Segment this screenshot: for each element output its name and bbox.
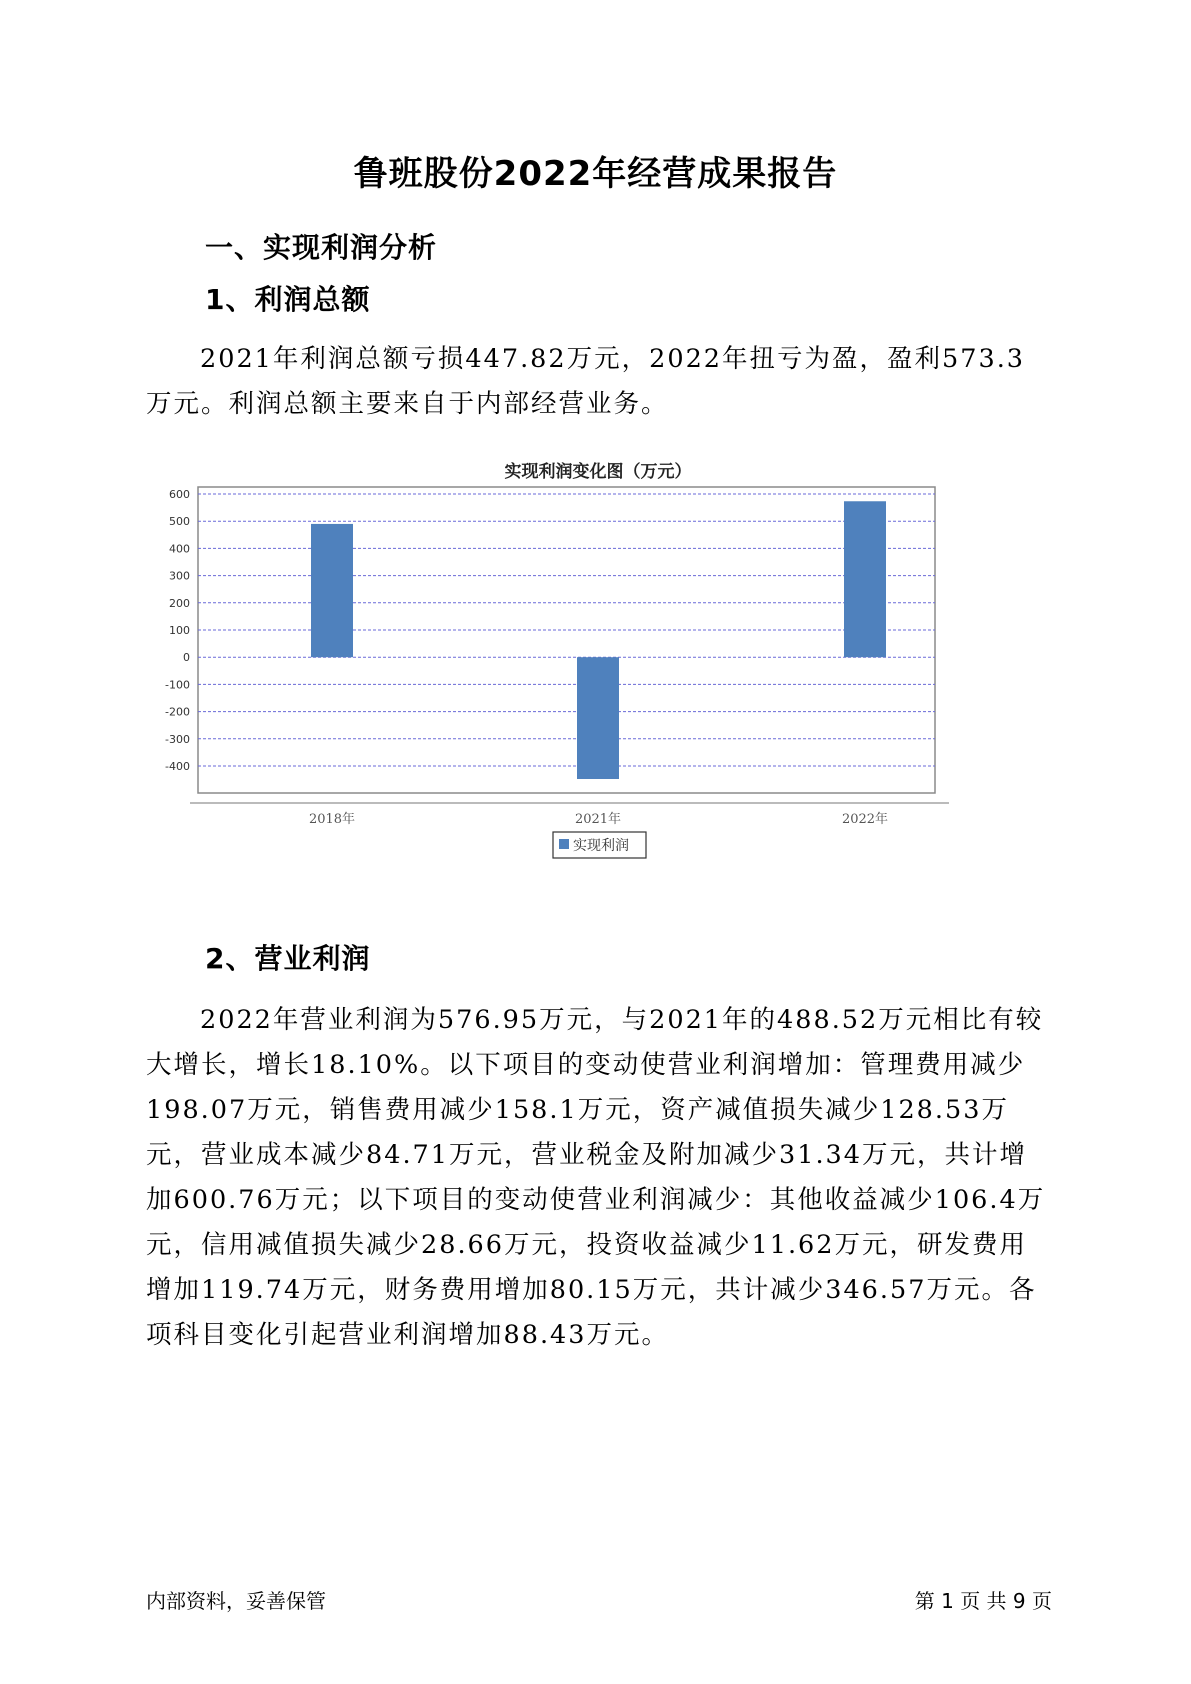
x-tick-label: 2022年 — [841, 812, 889, 827]
profit-bar-chart — [160, 455, 1030, 905]
x-tick-label: 2021年 — [574, 812, 622, 827]
bar-1 — [311, 524, 353, 657]
y-tick-label: -300 — [165, 732, 190, 746]
chart-title: 实现利润变化图（万元） — [504, 462, 692, 482]
footer-confidential-note: 内部资料，妥善保管 — [146, 1589, 326, 1613]
y-tick-label: 500 — [169, 515, 190, 529]
section-heading-profit-analysis: 一、实现利润分析 — [205, 231, 438, 264]
bar-3 — [844, 501, 886, 657]
legend-swatch — [559, 839, 569, 849]
legend-label: 实现利润 — [573, 838, 629, 854]
y-tick-label: 100 — [169, 624, 190, 637]
plot-frame — [198, 487, 935, 793]
subheading-operating-profit: 2、营业利润 — [205, 942, 371, 975]
paragraph-total-profit: 2021年利润总额亏损447.82万元，2022年扭亏为盈，盈利573.3万元。利润总额主要来自于内部经营业务。 — [146, 344, 1026, 419]
y-tick-label: 600 — [169, 488, 190, 501]
y-tick-label: 300 — [169, 569, 190, 583]
y-tick-label: -200 — [165, 705, 190, 719]
bar-2 — [577, 657, 619, 779]
y-tick-label: -400 — [165, 760, 190, 773]
subheading-total-profit: 1、利润总额 — [205, 283, 371, 316]
y-tick-label: -100 — [165, 678, 190, 692]
paragraph-operating-profit: 2022年营业利润为576.95万元，与2021年的488.52万元相比有较大增长，增长18.10%。以下项目的变动使营业利润增加：管理费用减少198.07万元，销售费用减少158.1万元，资产减值损失减少128.53万元，营业成本减少84.71万元，营业税金及附加减少31.34万元，共计增加600.76万元；以下项目的变动使营业利润减少：其他收益减少106.4万元，信用减值损失减少28.66万元，投资收益减少11.62万元，研发费用增加119.74万元，财务费用增加80.15万元，共计减少346.57万元。各项科目变化引起营业利润增加88.43万元。 — [146, 1005, 1046, 1350]
x-tick-label: 2018年 — [308, 812, 356, 827]
y-tick-label: 0 — [183, 651, 190, 665]
y-tick-label: 400 — [169, 542, 190, 556]
y-tick-label: 200 — [169, 596, 190, 610]
document-title: 鲁班股份2022年经营成果报告 — [353, 154, 838, 194]
footer-page-number: 第 1 页 共 9 页 — [914, 1589, 1052, 1613]
